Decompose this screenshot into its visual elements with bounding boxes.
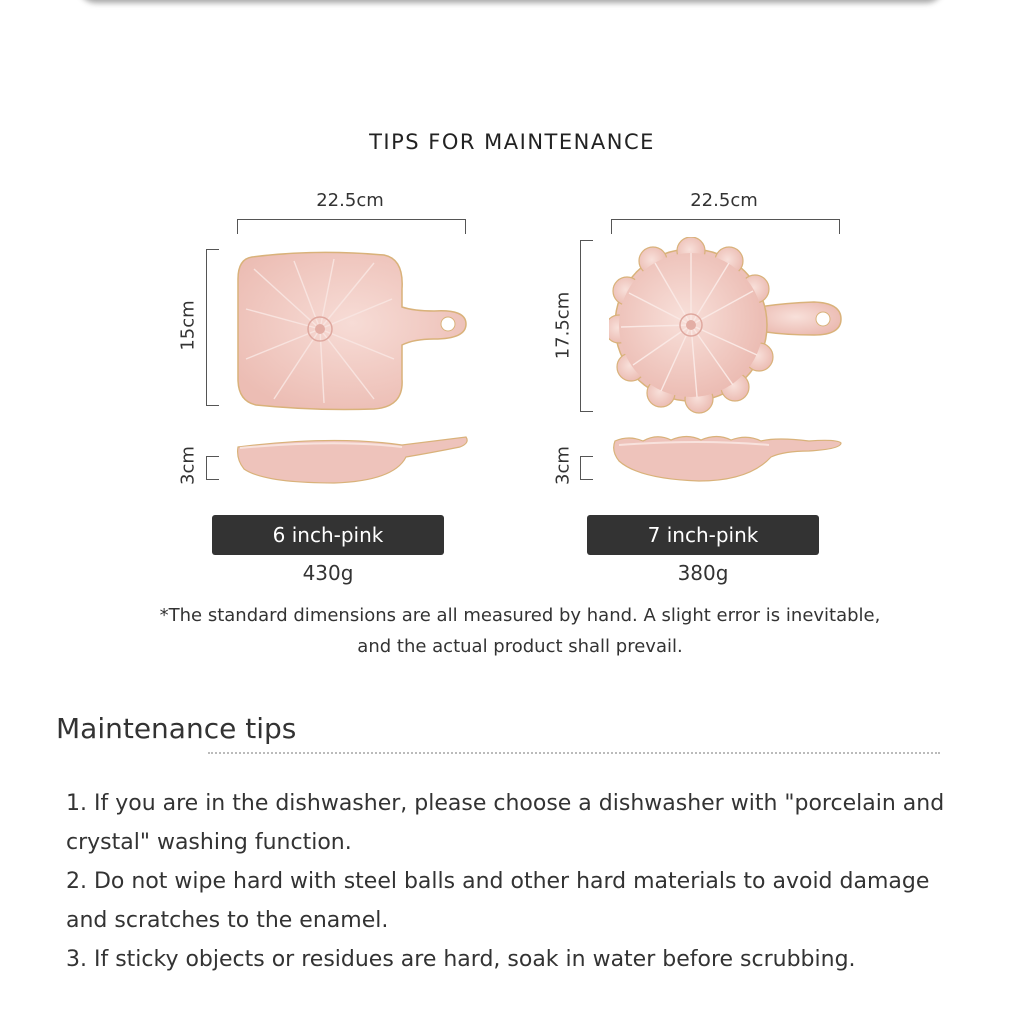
depth-bracket	[580, 456, 593, 480]
width-label: 22.5cm	[316, 190, 384, 211]
size-badge: 6 inch-pink	[212, 515, 444, 555]
width-bracket	[611, 219, 840, 234]
tip-item: 3. If sticky objects or residues are hard, soak in water before scrubbing.	[66, 947, 856, 972]
depth-bracket	[206, 456, 219, 480]
width-label: 22.5cm	[690, 190, 758, 211]
maintenance-tips-list	[66, 784, 966, 979]
depth-label: 3cm	[552, 446, 574, 485]
dimension-disclaimer	[0, 600, 1024, 662]
size-badge: 7 inch-pink	[587, 515, 819, 555]
page-title: TIPS FOR MAINTENANCE	[369, 130, 655, 154]
product-7-inch	[545, 185, 965, 605]
disclaimer-line-2: and the actual product shall prevail.	[357, 636, 683, 657]
length-label: 15cm	[177, 300, 199, 351]
square-plate-top-image	[234, 249, 474, 414]
weight-label: 430g	[302, 561, 354, 585]
length-bracket	[580, 240, 593, 412]
flower-plate-top-image	[609, 237, 849, 417]
heading-divider	[208, 752, 940, 754]
depth-label: 3cm	[177, 446, 199, 485]
length-bracket	[206, 249, 219, 406]
length-label: 17.5cm	[552, 291, 574, 360]
square-plate-side-image	[234, 433, 474, 488]
flower-plate-side-image	[609, 431, 849, 486]
tip-item: 1. If you are in the dishwasher, please choose a dishwasher with "porcelain and crystal" washing function.	[66, 791, 945, 855]
tip-item: 2. Do not wipe hard with steel balls and other hard materials to avoid damage and scratches to the enamel.	[66, 869, 930, 933]
product-6-inch	[170, 185, 590, 605]
disclaimer-line-1: *The standard dimensions are all measured by hand. A slight error is inevitable,	[159, 605, 881, 626]
width-bracket	[237, 219, 466, 234]
maintenance-heading: Maintenance tips	[56, 712, 297, 745]
weight-label: 380g	[677, 561, 729, 585]
